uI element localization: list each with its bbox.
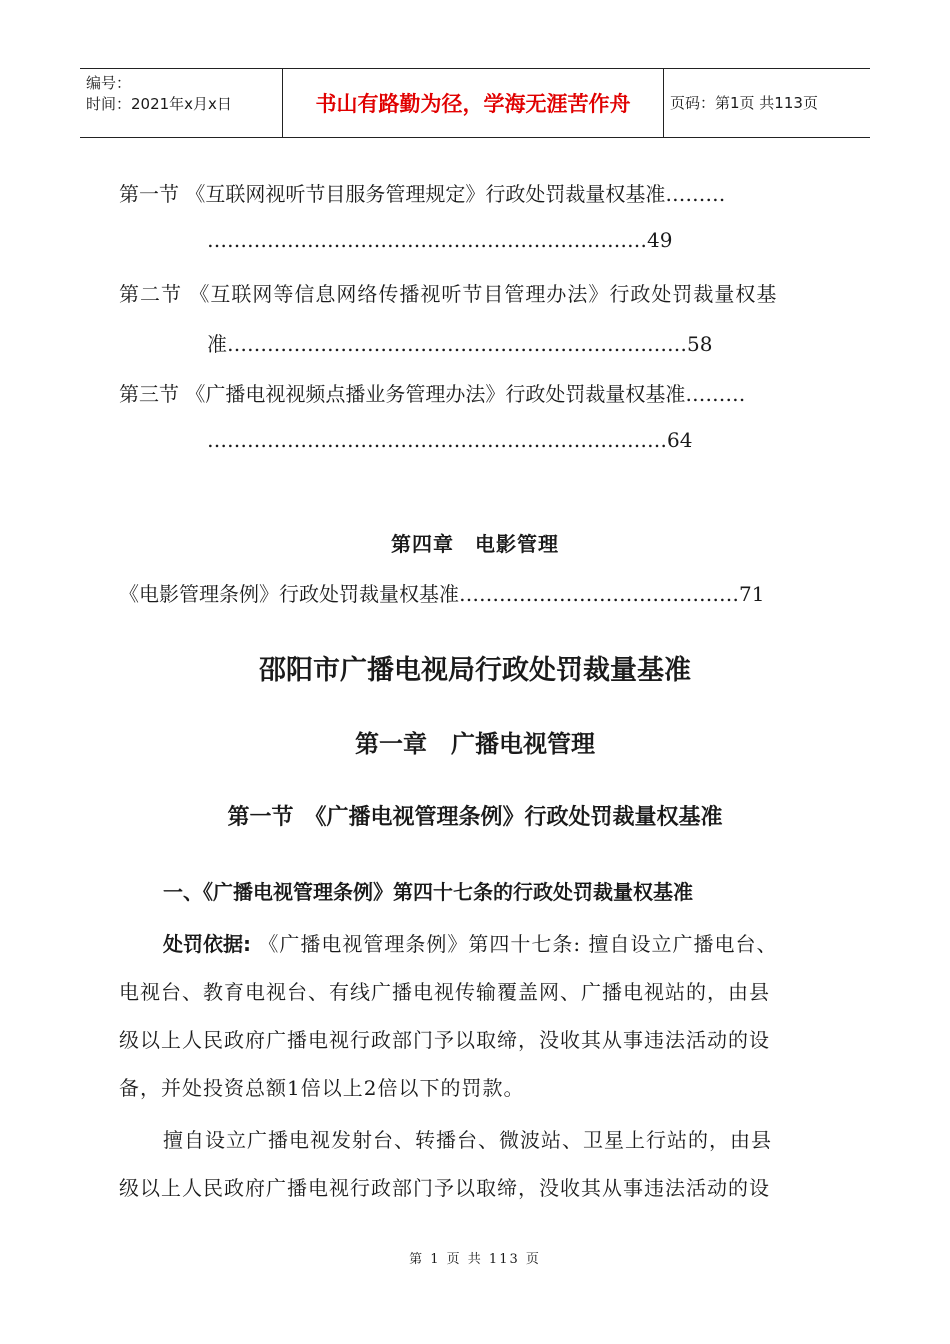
toc-section-2-page: 准……………………………………………………………58 [207, 332, 713, 356]
page-header [80, 68, 870, 138]
paragraph-1-line-2: 电视台、教育电视台、有线广播电视传输覆盖网、广播电视站的，由县 [119, 980, 770, 1004]
paragraph-1-line-1 [163, 928, 777, 957]
toc-section-1-page: …………………………………………………………49 [207, 228, 673, 252]
chapter-1-heading: 第一章 广播电视管理 [355, 730, 595, 758]
header-motto: 书山有路勤为径，学海无涯苦作舟 [282, 69, 664, 137]
header-date: 时间：2021年x月x日 [86, 95, 232, 113]
toc-section-3-title: 第三节 《广播电视视频点播业务管理办法》行政处罚裁量权基准……… [119, 382, 746, 406]
paragraph-1-line-4: 备，并处投资总额1倍以上2倍以下的罚款。 [119, 1076, 525, 1100]
toc-chapter-4: 第四章 电影管理 [391, 532, 559, 556]
basis-text: 《广播电视管理条例》第四十七条: 擅自设立广播电台、 [258, 932, 778, 956]
section-1-heading: 第一节 《广播电视管理条例》行政处罚裁量权基准 [227, 805, 723, 830]
header-page-info: 页码：第1页 共113页 [670, 94, 818, 112]
basis-label: 处罚依据: [163, 932, 251, 956]
header-meta [86, 73, 282, 115]
toc-section-3-page: ……………………………………………………………64 [207, 428, 693, 452]
toc-chapter-4-entry: 《电影管理条例》行政处罚裁量权基准……………………………………71 [119, 582, 765, 606]
toc-section-1-title: 第一节 《互联网视听节目服务管理规定》行政处罚裁量权基准……… [119, 182, 726, 206]
toc-section-2-title: 第二节 《互联网等信息网络传播视听节目管理办法》行政处罚裁量权基 [119, 282, 778, 306]
page-footer: 第 1 页 共 113 页 [409, 1252, 541, 1267]
header-number: 编号： [86, 74, 132, 92]
page-title: 邵阳市广播电视局行政处罚裁量基准 [259, 655, 691, 686]
paragraph-2-line-1: 擅自设立广播电视发射台、转播台、微波站、卫星上行站的，由县 [163, 1128, 772, 1152]
item-1-heading: 一、《广播电视管理条例》第四十七条的行政处罚裁量权基准 [163, 880, 693, 904]
paragraph-2-line-2: 级以上人民政府广播电视行政部门予以取缔，没收其从事违法活动的设 [119, 1176, 770, 1200]
paragraph-1-line-3: 级以上人民政府广播电视行政部门予以取缔，没收其从事违法活动的设 [119, 1028, 770, 1052]
